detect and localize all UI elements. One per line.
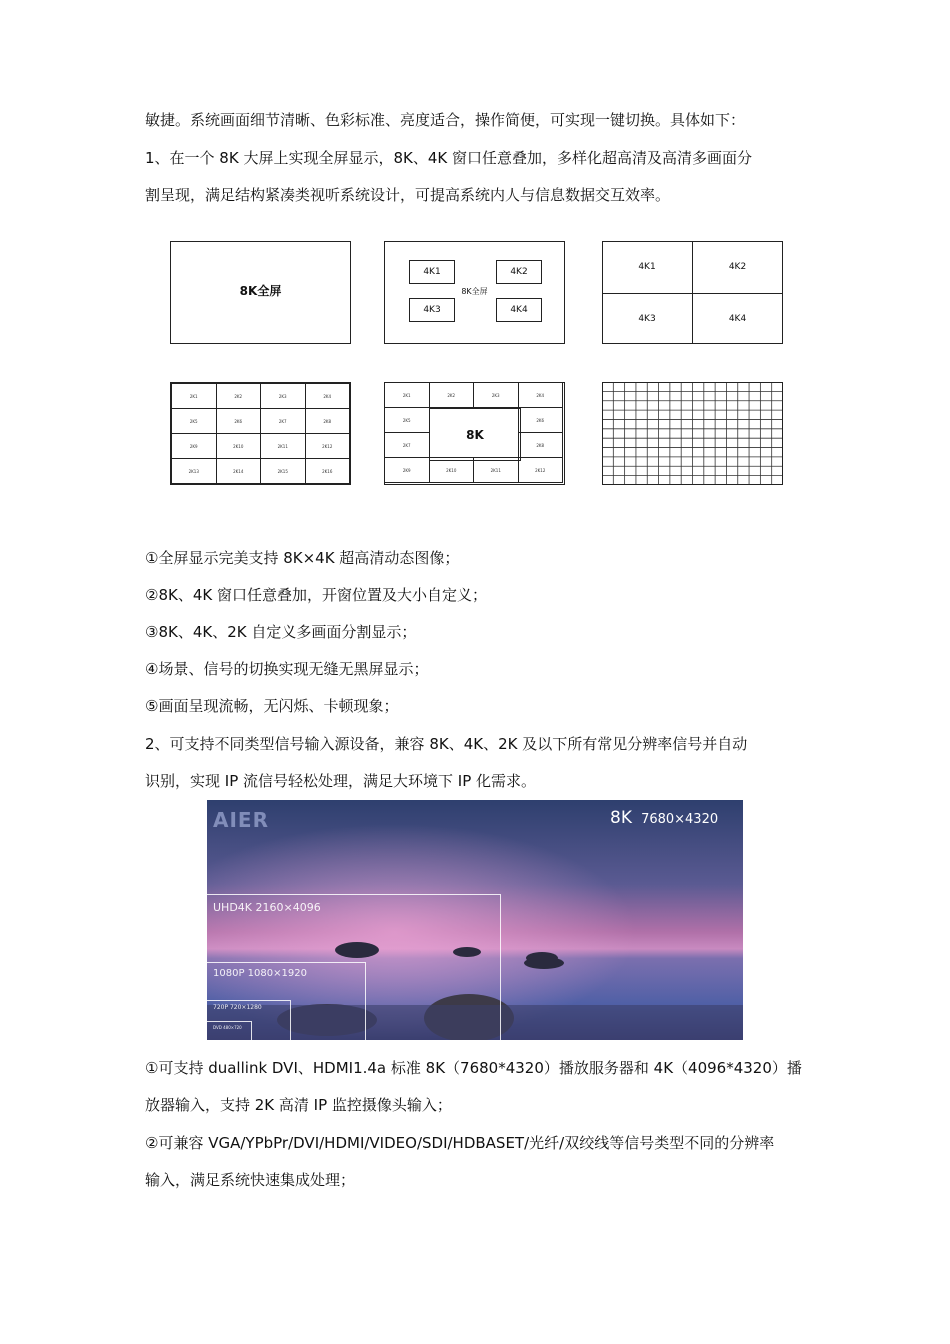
grid-cell: 2K1 (171, 383, 217, 409)
paragraph-line: ②可兼容 VGA/YPbPr/DVI/HDMI/VIDEO/SDI/HDBASET/光纤/双绞线等信号类型不同的分辨率 (145, 1134, 775, 1152)
diagram-8k-overlay (384, 241, 565, 344)
grid-cell: 2K16 (305, 458, 351, 484)
paragraph-line: 输入，满足系统快速集成处理； (145, 1171, 356, 1189)
window-cell: 4K2 (496, 260, 542, 284)
label-1080p: 1080P 1080×1920 (213, 968, 307, 979)
grid-cell: 2K2 (429, 382, 475, 408)
brand-logo: AIER (213, 808, 269, 832)
bullet-item: ④场景、信号的切换实现无缝无黑屏显示； (145, 660, 429, 678)
grid-cell: 2K7 (384, 432, 430, 458)
frame-dvd (207, 1021, 252, 1040)
grid-cell: 2K5 (171, 408, 217, 434)
bullet-item: ③8K、4K、2K 自定义多画面分割显示； (145, 623, 417, 641)
diagram-8k-full (170, 241, 351, 344)
bullet-item: ⑤画面呈现流畅，无闪烁、卡顿现象； (145, 697, 399, 715)
window-cell: 4K3 (409, 298, 455, 322)
diagram-8k-2k-mixed (384, 382, 565, 485)
label-4k: UHD4K 2160×4096 (213, 901, 321, 914)
fine-grid-lines (602, 382, 783, 485)
paragraph-line: ①可支持 duallink DVI、HDMI1.4a 标准 8K（7680*4320）播放服务器和 4K（4096*4320）播 (145, 1059, 802, 1077)
grid-cell: 2K11 (260, 433, 306, 459)
grid-cell: 2K3 (260, 383, 306, 409)
bullet-item: ②8K、4K 窗口任意叠加，开窗位置及大小自定义； (145, 586, 487, 604)
grid-cell: 2K1 (384, 382, 430, 408)
grid-cell: 2K9 (171, 433, 217, 459)
center-8k-cell: 8K (429, 408, 521, 461)
quad-cell: 4K4 (728, 313, 747, 324)
quad-cell: 4K2 (692, 241, 783, 294)
grid-cell: 2K5 (384, 407, 430, 433)
grid-cell: 2K4 (305, 383, 351, 409)
label-8k-name: 8K (610, 808, 632, 828)
paragraph-line: 放器输入，支持 2K 高清 IP 监控摄像头输入； (145, 1096, 452, 1114)
grid-cell: 2K6 (216, 408, 262, 434)
paragraph-line: 1、在一个 8K 大屏上实现全屏显示，8K、4K 窗口任意叠加，多样化超高清及高清多画面分 (145, 149, 752, 167)
grid-cell: 2K6 (518, 407, 564, 433)
grid-cell: 2K11 (473, 457, 519, 483)
grid-cell: 2K2 (216, 383, 262, 409)
label-dvd: DVD 480×720 (213, 1025, 242, 1030)
grid-cell: 2K7 (260, 408, 306, 434)
paragraph-line: 割呈现，满足结构紧凑类视听系统设计，可提高系统内人与信息数据交互效率。 (145, 186, 671, 204)
label-8k (610, 808, 718, 828)
grid-cell: 2K12 (518, 457, 564, 483)
grid-cell: 2K12 (305, 433, 351, 459)
diagram-label: 8K全屏 (239, 284, 282, 298)
resolution-photo (207, 800, 743, 1040)
grid-cell: 2K14 (216, 458, 262, 484)
quad-cell: 4K3 (602, 293, 693, 344)
grid-cell: 2K9 (384, 457, 430, 483)
diagram-label: 8K全屏 (461, 287, 488, 296)
grid-cell: 2K8 (518, 432, 564, 458)
label-8k-res: 7680×4320 (641, 812, 719, 827)
paragraph-line: 敏捷。系统画面细节清晰、色彩标准、亮度适合，操作简便，可实现一键切换。具体如下： (145, 111, 746, 129)
grid-cell: 2K4 (518, 382, 564, 408)
window-cell: 4K1 (409, 260, 455, 284)
window-cell: 4K4 (496, 298, 542, 322)
diagram-fine-grid (602, 382, 783, 485)
grid-cell: 2K13 (171, 458, 217, 484)
diagram-4k-quad (602, 241, 783, 344)
diagram-2k-16-split (170, 382, 351, 485)
grid-cell: 2K10 (216, 433, 262, 459)
paragraph-line: 识别，实现 IP 流信号轻松处理，满足大环境下 IP 化需求。 (145, 772, 537, 790)
grid-cell: 2K15 (260, 458, 306, 484)
quad-cell: 4K1 (602, 241, 693, 294)
grid-cell: 2K3 (473, 382, 519, 408)
bullet-item: ①全屏显示完美支持 8K×4K 超高清动态图像； (145, 549, 460, 567)
paragraph-line: 2、可支持不同类型信号输入源设备，兼容 8K、4K、2K 及以下所有常见分辨率信号并自动 (145, 735, 748, 753)
label-720p: 720P 720×1280 (213, 1004, 262, 1011)
grid-cell: 2K8 (305, 408, 351, 434)
grid-cell: 2K10 (429, 457, 475, 483)
